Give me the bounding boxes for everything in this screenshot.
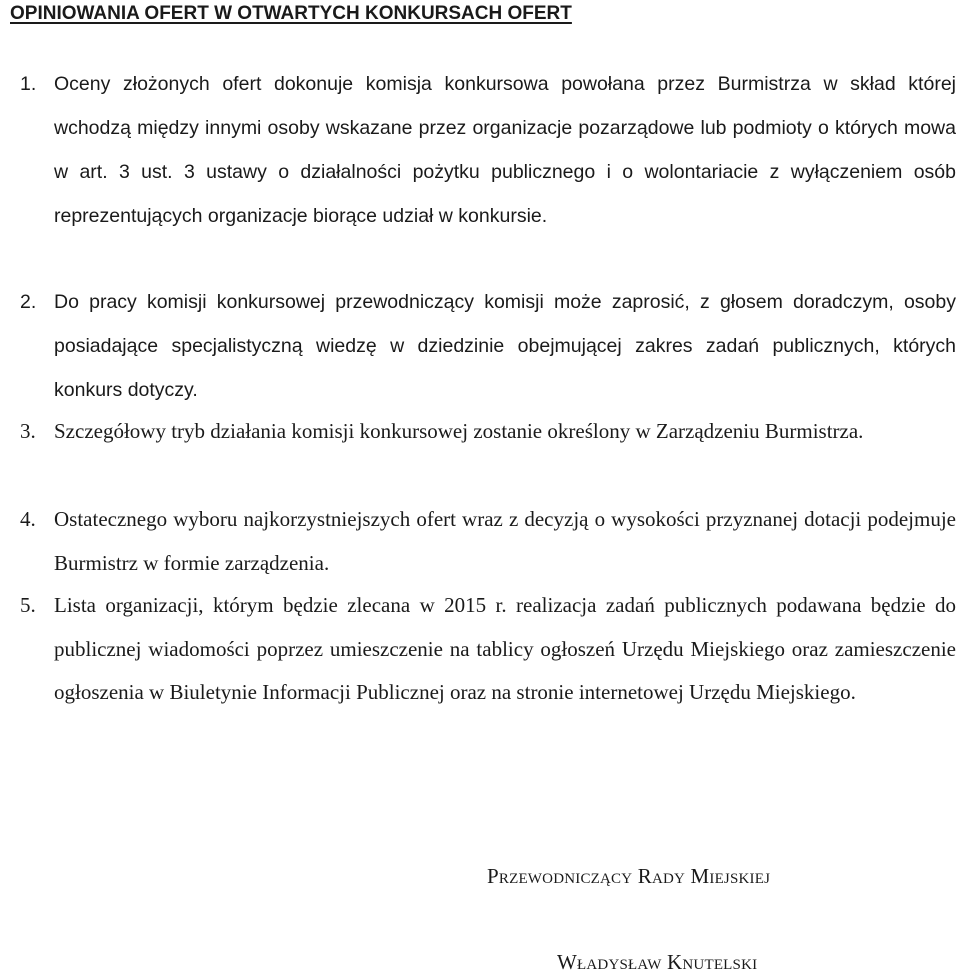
paragraph-number: 3.: [20, 419, 36, 443]
paragraph-text: Do pracy komisji konkursowej przewodniczący komisji może zaprosić, z głosem doradczym, osoby posiadające specjalistyczną wiedzę w dziedzinie obejmującej zakres zadań publicznych, których konkurs dotyczy.: [54, 291, 956, 401]
paragraph-4: [20, 498, 956, 585]
signature-title: Przewodniczący Rady Miejskiej: [487, 864, 771, 888]
paragraph-text: Szczegółowy tryb działania komisji konkursowej zostanie określony w Zarządzeniu Burmistrza.: [54, 419, 864, 443]
paragraph-number: 4.: [20, 507, 36, 531]
section-heading: OPINIOWANIA OFERT W OTWARTYCH KONKURSACH OFERT: [10, 3, 572, 24]
paragraph-number: 2.: [20, 291, 37, 313]
paragraph-2: [20, 280, 956, 412]
paragraph-text: Lista organizacji, którym będzie zlecana w 2015 r. realizacja zadań publicznych podawana będzie do publicznej wiadomości poprzez umieszczenie na tablicy ogłoszeń Urzędu Miejskiego oraz zamieszczenie ogłoszenia w Biuletynie Informacji Publicznej oraz na stronie internetowej Urzędu Miejskiego.: [54, 593, 956, 704]
paragraph-5: [20, 584, 956, 715]
paragraph-text: Oceny złożonych ofert dokonuje komisja konkursowa powołana przez Burmistrza w skład której wchodzą między innymi osoby wskazane przez organizacje pozarządowe lub podmioty o których mowa w art. 3 ust. 3 ustawy o działalności pożytku publicznego i o wolontariacie z wyłączeniem osób reprezentujących organizacje biorące udział w konkursie.: [54, 73, 956, 227]
paragraph-number: 5.: [20, 593, 36, 617]
paragraph-number: 1.: [20, 73, 37, 95]
signature-name: Władysław Knutelski: [557, 950, 758, 974]
paragraph-3: [20, 410, 956, 454]
paragraph-1: [20, 62, 956, 238]
paragraph-text: Ostatecznego wyboru najkorzystniejszych ofert wraz z decyzją o wysokości przyznanej dotacji podejmuje Burmistrz w formie zarządzenia.: [54, 507, 956, 575]
